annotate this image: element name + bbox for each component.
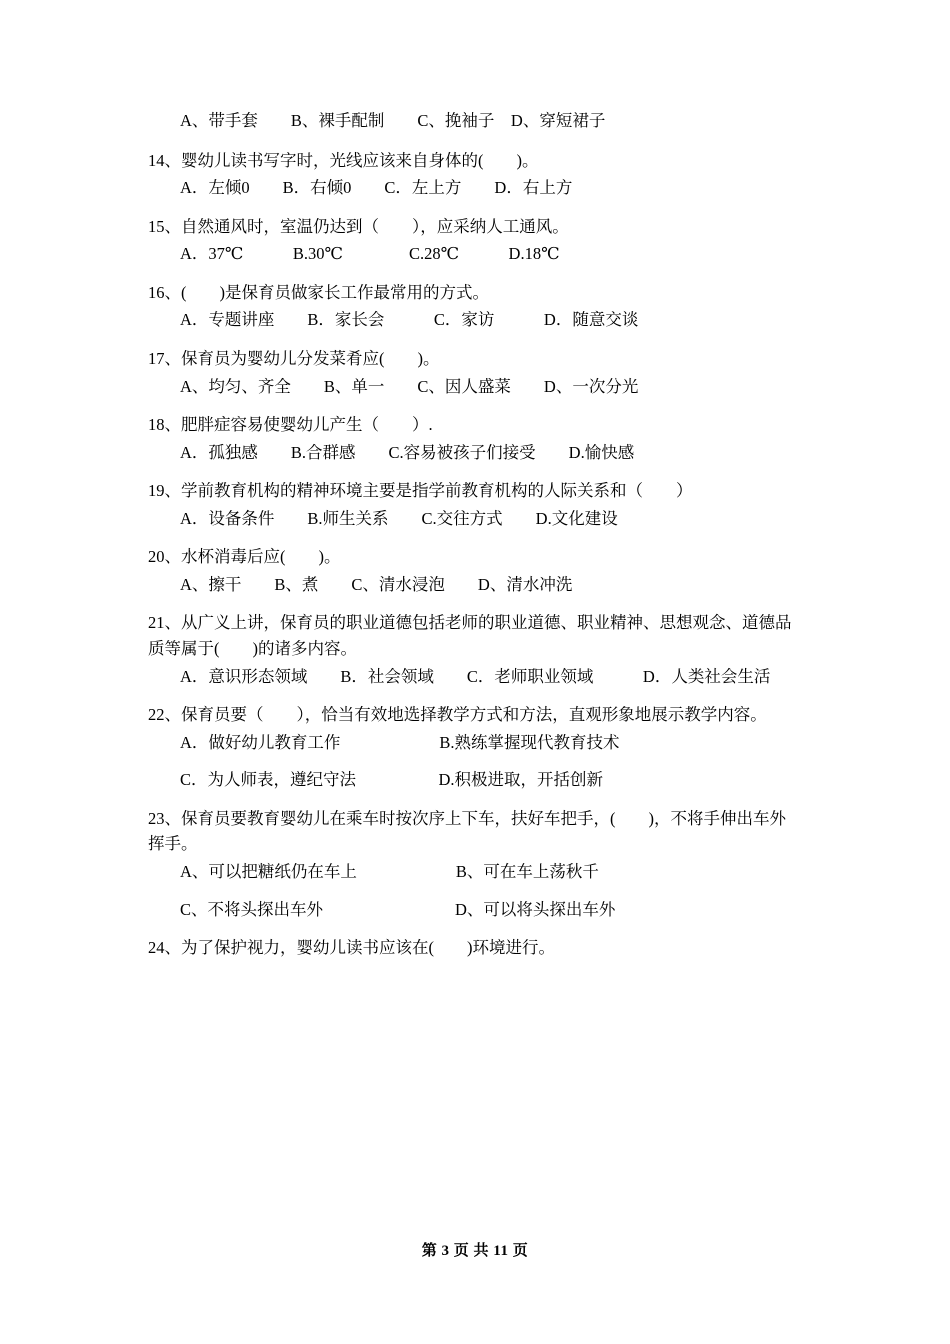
option-row: A．孤独感 B.合群感 C.容易被孩子们接受 D.愉快感: [180, 442, 635, 462]
question-item: [148, 702, 800, 793]
question-options: [148, 664, 800, 690]
question-stem: 18、肥胖症容易使婴幼儿产生（ ）.: [148, 415, 433, 435]
option-row: A．意识形态领域 B．社会领域 C．老师职业领域 D．人类社会生活: [180, 666, 771, 686]
question-item: [148, 806, 800, 922]
question-item: [148, 346, 800, 399]
question-stem: 20、水杯消毒后应( )。: [148, 547, 341, 567]
question-options: [148, 374, 800, 400]
option-row: A．设备条件 B.师生关系 C.交往方式 D.文化建设: [180, 508, 618, 528]
option-row: A．左倾0 B．右倾0 C．左上方 D．右上方: [180, 178, 573, 198]
option-row: A、可以把糖纸仍在车上 B、可在车上荡秋千: [180, 861, 599, 881]
question-item: [148, 280, 800, 333]
question-item: [148, 544, 800, 597]
question-stem: 16、( )是保育员做家长工作最常用的方式。: [148, 282, 489, 302]
question-item: [148, 610, 800, 689]
question-stem: 22、保育员要（ ），恰当有效地选择教学方式和方法，直观形象地展示教学内容。: [148, 705, 767, 725]
question-stem: 24、为了保护视力，婴幼儿读书应该在( )环境进行。: [148, 938, 555, 958]
orphan-options-row: A、带手套 B、裸手配制 C、挽袖子 D、穿短裙子: [180, 111, 606, 130]
question-stem: 14、婴幼儿读书写字时，光线应该来自身体的( )。: [148, 150, 539, 170]
option-row: A．做好幼儿教育工作 B.熟练掌握现代教育技术: [180, 732, 620, 752]
option-row: A、擦干 B、煮 C、清水浸泡 D、清水冲洗: [180, 574, 573, 594]
question-item: [148, 478, 800, 531]
question-options: [148, 572, 800, 598]
option-row: A．专题讲座 B．家长会 C．家访 D．随意交谈: [180, 310, 639, 330]
page-footer: 第 3 页 共 11 页: [421, 1243, 529, 1259]
question-stem: 19、学前教育机构的精神环境主要是指学前教育机构的人际关系和（ ）: [148, 481, 693, 501]
question-options: [148, 859, 800, 922]
question-item: [148, 148, 800, 201]
question-item: [148, 412, 800, 465]
question-options: [148, 506, 800, 532]
question-stem: 15、自然通风时，室温仍达到（ ），应采纳人工通风。: [148, 216, 569, 236]
question-options: [148, 241, 800, 267]
option-row: A、均匀、齐全 B、单一 C、因人盛菜 D、一次分光: [180, 376, 639, 396]
question-options: [148, 175, 800, 201]
question-stem: 17、保育员为婴幼儿分发菜肴应( )。: [148, 348, 440, 368]
question-options: [148, 307, 800, 333]
question-options: [148, 440, 800, 466]
question-item: [148, 214, 800, 267]
question-item: [148, 935, 800, 961]
option-row: C．为人师表，遵纪守法 D.积极进取，开括创新: [180, 770, 604, 790]
question-options: [148, 730, 800, 793]
question-stem: 23、保育员要教育婴幼儿在乘车时按次序上下车，扶好车把手，( )，不将手伸出车外挥手。: [148, 808, 786, 854]
question-stem: 21、从广义上讲，保育员的职业道德包括老师的职业道德、职业精神、思想观念、道德品质等属于( )的诸多内容。: [148, 613, 792, 658]
option-row: C、不将头探出车外 D、可以将头探出车外: [180, 899, 616, 919]
option-row: A．37℃ B.30℃ C.28℃ D.18℃: [180, 244, 560, 264]
